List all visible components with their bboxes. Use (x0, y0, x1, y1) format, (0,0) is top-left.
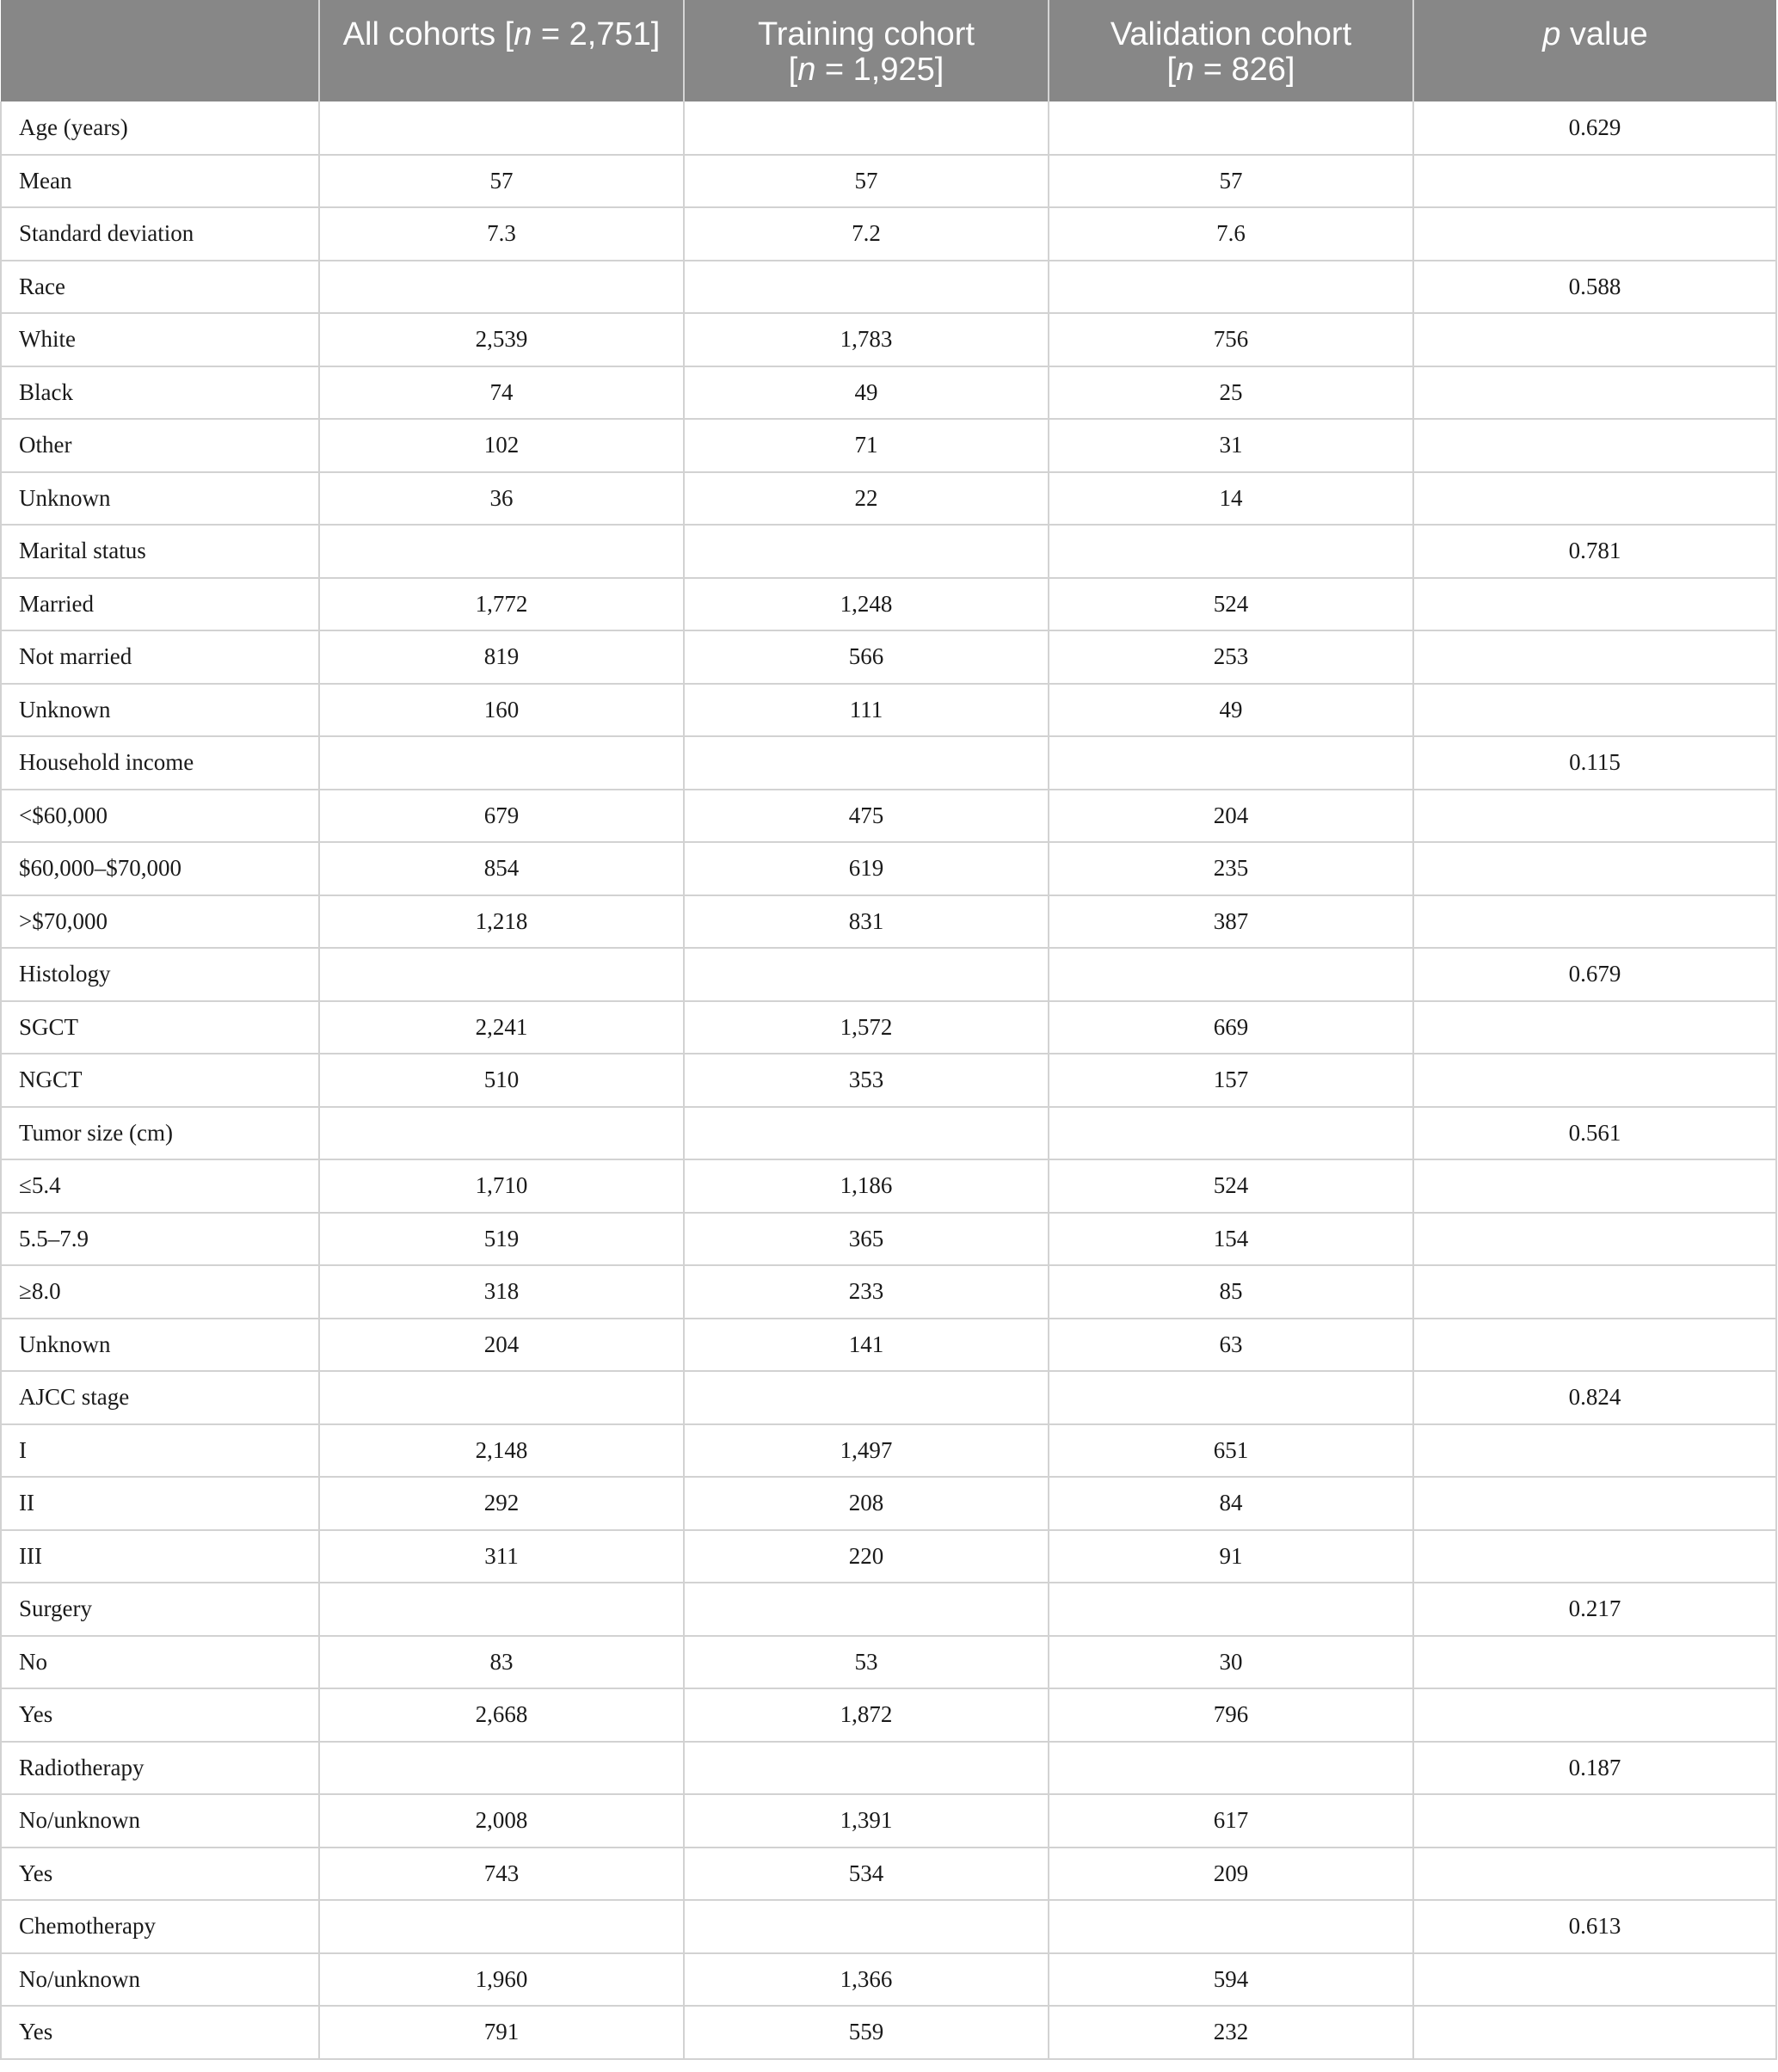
cell-p-value (1413, 2006, 1776, 2059)
cell-all-cohorts: 510 (319, 1054, 684, 1107)
cell-training-cohort: 475 (684, 790, 1049, 843)
cell-p-value (1413, 1688, 1776, 1742)
cell-p-value (1413, 1054, 1776, 1107)
header-variable (1, 0, 319, 101)
row-label: Married (1, 578, 319, 631)
row-label: NGCT (1, 1054, 319, 1107)
cell-validation-cohort: 157 (1049, 1054, 1413, 1107)
table-row (1, 1424, 1776, 1478)
cell-all-cohorts: 2,668 (319, 1688, 684, 1742)
table-row (1, 101, 1776, 155)
header-validation-cohort: Validation cohort [n = 826] (1049, 0, 1413, 101)
row-label: Household income (1, 736, 319, 790)
cell-training-cohort: 534 (684, 1848, 1049, 1901)
cell-training-cohort: 233 (684, 1265, 1049, 1319)
row-label: AJCC stage (1, 1371, 319, 1424)
cell-p-value (1413, 630, 1776, 684)
table-row (1, 261, 1776, 314)
table-row (1, 1794, 1776, 1848)
table-row (1, 1213, 1776, 1266)
cell-all-cohorts: 74 (319, 366, 684, 420)
cell-validation-cohort: 7.6 (1049, 207, 1413, 261)
cell-all-cohorts: 1,710 (319, 1159, 684, 1213)
cell-all-cohorts: 7.3 (319, 207, 684, 261)
cell-training-cohort: 71 (684, 419, 1049, 472)
row-label: Unknown (1, 472, 319, 526)
table-row (1, 525, 1776, 578)
cell-p-value (1413, 578, 1776, 631)
cell-validation-cohort (1049, 1742, 1413, 1795)
cell-validation-cohort: 756 (1049, 313, 1413, 366)
cell-p-value (1413, 366, 1776, 420)
row-label: Mean (1, 155, 319, 208)
cell-training-cohort: 353 (684, 1054, 1049, 1107)
cell-training-cohort: 1,186 (684, 1159, 1049, 1213)
cell-validation-cohort: 669 (1049, 1001, 1413, 1054)
cell-training-cohort: 1,872 (684, 1688, 1049, 1742)
row-label: Chemotherapy (1, 1900, 319, 1953)
cell-validation-cohort: 57 (1049, 155, 1413, 208)
cell-training-cohort: 111 (684, 684, 1049, 737)
table-row (1, 366, 1776, 420)
cell-p-value: 0.679 (1413, 948, 1776, 1001)
table-row (1, 1688, 1776, 1742)
row-label: III (1, 1530, 319, 1583)
row-label: ≤5.4 (1, 1159, 319, 1213)
cell-p-value (1413, 1848, 1776, 1901)
table-row (1, 313, 1776, 366)
table-row (1, 684, 1776, 737)
cell-all-cohorts: 318 (319, 1265, 684, 1319)
cell-p-value (1413, 842, 1776, 895)
cell-training-cohort (684, 736, 1049, 790)
cell-validation-cohort: 49 (1049, 684, 1413, 737)
row-label: II (1, 1477, 319, 1530)
row-label: Not married (1, 630, 319, 684)
cell-p-value (1413, 1001, 1776, 1054)
cell-all-cohorts: 292 (319, 1477, 684, 1530)
cell-p-value (1413, 1477, 1776, 1530)
cell-all-cohorts: 36 (319, 472, 684, 526)
cell-validation-cohort: 14 (1049, 472, 1413, 526)
cell-p-value (1413, 1159, 1776, 1213)
cell-p-value (1413, 895, 1776, 949)
cell-validation-cohort: 204 (1049, 790, 1413, 843)
cell-all-cohorts: 1,772 (319, 578, 684, 631)
cell-training-cohort: 831 (684, 895, 1049, 949)
row-label: <$60,000 (1, 790, 319, 843)
cell-all-cohorts: 1,960 (319, 1953, 684, 2007)
cell-p-value (1413, 313, 1776, 366)
table-row (1, 207, 1776, 261)
cell-training-cohort (684, 1742, 1049, 1795)
cell-all-cohorts (319, 525, 684, 578)
cell-training-cohort: 1,248 (684, 578, 1049, 631)
table-row (1, 630, 1776, 684)
header-p-value: p value (1413, 0, 1776, 101)
cell-p-value (1413, 155, 1776, 208)
row-label: Yes (1, 2006, 319, 2059)
cell-validation-cohort: 84 (1049, 1477, 1413, 1530)
cell-all-cohorts: 2,008 (319, 1794, 684, 1848)
row-label: Unknown (1, 1319, 319, 1372)
table-body (1, 101, 1776, 2059)
cell-training-cohort: 1,497 (684, 1424, 1049, 1478)
cell-training-cohort (684, 1900, 1049, 1953)
cell-validation-cohort: 387 (1049, 895, 1413, 949)
cell-training-cohort: 22 (684, 472, 1049, 526)
cell-p-value (1413, 1319, 1776, 1372)
table-row (1, 1953, 1776, 2007)
cell-training-cohort: 1,366 (684, 1953, 1049, 2007)
cell-p-value (1413, 684, 1776, 737)
cell-p-value: 0.629 (1413, 101, 1776, 155)
cell-validation-cohort: 25 (1049, 366, 1413, 420)
cell-validation-cohort: 253 (1049, 630, 1413, 684)
cell-p-value: 0.588 (1413, 261, 1776, 314)
table-row (1, 419, 1776, 472)
cell-validation-cohort: 209 (1049, 1848, 1413, 1901)
cell-p-value (1413, 1636, 1776, 1689)
cell-all-cohorts: 2,539 (319, 313, 684, 366)
cell-validation-cohort: 524 (1049, 1159, 1413, 1213)
table-row (1, 1265, 1776, 1319)
table-row (1, 2006, 1776, 2059)
table-row (1, 578, 1776, 631)
cell-all-cohorts: 519 (319, 1213, 684, 1266)
row-label: I (1, 1424, 319, 1478)
table-row (1, 1900, 1776, 1953)
cell-training-cohort: 49 (684, 366, 1049, 420)
cell-all-cohorts: 102 (319, 419, 684, 472)
row-label: Yes (1, 1688, 319, 1742)
cell-all-cohorts (319, 1107, 684, 1160)
cell-training-cohort: 619 (684, 842, 1049, 895)
cell-p-value: 0.561 (1413, 1107, 1776, 1160)
cell-all-cohorts: 819 (319, 630, 684, 684)
table-row (1, 1848, 1776, 1901)
cell-all-cohorts: 679 (319, 790, 684, 843)
table-row (1, 1742, 1776, 1795)
cell-validation-cohort: 796 (1049, 1688, 1413, 1742)
table-row (1, 1530, 1776, 1583)
cell-validation-cohort: 154 (1049, 1213, 1413, 1266)
table-row (1, 1636, 1776, 1689)
cell-training-cohort (684, 1107, 1049, 1160)
cell-training-cohort (684, 1371, 1049, 1424)
cell-all-cohorts: 854 (319, 842, 684, 895)
cell-training-cohort: 57 (684, 155, 1049, 208)
cell-all-cohorts: 83 (319, 1636, 684, 1689)
cell-validation-cohort: 63 (1049, 1319, 1413, 1372)
cell-training-cohort (684, 261, 1049, 314)
table-header (1, 0, 1776, 101)
header-all-cohorts: All cohorts [n = 2,751] (319, 0, 684, 101)
cell-p-value (1413, 1265, 1776, 1319)
cell-training-cohort (684, 525, 1049, 578)
row-label: Yes (1, 1848, 319, 1901)
cell-all-cohorts (319, 101, 684, 155)
cell-all-cohorts (319, 1900, 684, 1953)
cell-training-cohort: 1,572 (684, 1001, 1049, 1054)
cell-all-cohorts (319, 1583, 684, 1636)
cell-p-value (1413, 472, 1776, 526)
table-row (1, 1159, 1776, 1213)
cell-validation-cohort: 232 (1049, 2006, 1413, 2059)
row-label: Radiotherapy (1, 1742, 319, 1795)
cell-training-cohort: 208 (684, 1477, 1049, 1530)
row-label: Standard deviation (1, 207, 319, 261)
cell-validation-cohort: 594 (1049, 1953, 1413, 2007)
cell-p-value (1413, 207, 1776, 261)
row-label: White (1, 313, 319, 366)
cell-all-cohorts (319, 736, 684, 790)
table-row (1, 1319, 1776, 1372)
table-row (1, 790, 1776, 843)
row-label: Unknown (1, 684, 319, 737)
row-label: Age (years) (1, 101, 319, 155)
cell-training-cohort: 141 (684, 1319, 1049, 1372)
cell-all-cohorts: 57 (319, 155, 684, 208)
cell-all-cohorts (319, 1742, 684, 1795)
cell-p-value (1413, 790, 1776, 843)
cell-all-cohorts: 791 (319, 2006, 684, 2059)
cell-training-cohort (684, 101, 1049, 155)
cell-validation-cohort (1049, 736, 1413, 790)
cell-validation-cohort (1049, 1583, 1413, 1636)
cell-p-value: 0.217 (1413, 1583, 1776, 1636)
table-row (1, 895, 1776, 949)
table-row (1, 155, 1776, 208)
cell-all-cohorts: 2,241 (319, 1001, 684, 1054)
cell-validation-cohort (1049, 261, 1413, 314)
cell-p-value (1413, 1530, 1776, 1583)
row-label: SGCT (1, 1001, 319, 1054)
table-row (1, 736, 1776, 790)
row-label: 5.5–7.9 (1, 1213, 319, 1266)
cell-p-value (1413, 1213, 1776, 1266)
table-row (1, 1001, 1776, 1054)
cell-validation-cohort (1049, 1371, 1413, 1424)
table-row (1, 1371, 1776, 1424)
cell-validation-cohort: 91 (1049, 1530, 1413, 1583)
row-label: No/unknown (1, 1953, 319, 2007)
cell-p-value (1413, 419, 1776, 472)
cell-p-value (1413, 1424, 1776, 1478)
cell-validation-cohort (1049, 1107, 1413, 1160)
cell-all-cohorts: 311 (319, 1530, 684, 1583)
cell-p-value: 0.781 (1413, 525, 1776, 578)
row-label: Surgery (1, 1583, 319, 1636)
cell-validation-cohort: 31 (1049, 419, 1413, 472)
cell-p-value (1413, 1794, 1776, 1848)
cell-training-cohort (684, 1583, 1049, 1636)
cell-all-cohorts: 1,218 (319, 895, 684, 949)
cell-all-cohorts: 743 (319, 1848, 684, 1901)
table-row (1, 948, 1776, 1001)
row-label: Marital status (1, 525, 319, 578)
table-row (1, 1054, 1776, 1107)
row-label: Other (1, 419, 319, 472)
cell-all-cohorts (319, 948, 684, 1001)
cell-validation-cohort: 524 (1049, 578, 1413, 631)
table-row (1, 472, 1776, 526)
cell-p-value: 0.115 (1413, 736, 1776, 790)
table-row (1, 1107, 1776, 1160)
row-label: >$70,000 (1, 895, 319, 949)
row-label: Black (1, 366, 319, 420)
row-label: $60,000–$70,000 (1, 842, 319, 895)
cell-training-cohort: 365 (684, 1213, 1049, 1266)
row-label: No (1, 1636, 319, 1689)
cell-all-cohorts (319, 261, 684, 314)
cell-p-value: 0.187 (1413, 1742, 1776, 1795)
cell-training-cohort: 7.2 (684, 207, 1049, 261)
cell-p-value (1413, 1953, 1776, 2007)
cell-training-cohort (684, 948, 1049, 1001)
header-row (1, 0, 1776, 101)
row-label: Histology (1, 948, 319, 1001)
row-label: Tumor size (cm) (1, 1107, 319, 1160)
row-label: ≥8.0 (1, 1265, 319, 1319)
table-row (1, 1477, 1776, 1530)
cell-training-cohort: 559 (684, 2006, 1049, 2059)
header-training-cohort: Training cohort [n = 1,925] (684, 0, 1049, 101)
cell-validation-cohort: 30 (1049, 1636, 1413, 1689)
cell-validation-cohort (1049, 948, 1413, 1001)
cell-p-value: 0.613 (1413, 1900, 1776, 1953)
cell-validation-cohort: 235 (1049, 842, 1413, 895)
cell-validation-cohort: 617 (1049, 1794, 1413, 1848)
cell-p-value: 0.824 (1413, 1371, 1776, 1424)
cell-all-cohorts: 204 (319, 1319, 684, 1372)
cell-validation-cohort: 85 (1049, 1265, 1413, 1319)
cell-validation-cohort (1049, 1900, 1413, 1953)
cell-training-cohort: 53 (684, 1636, 1049, 1689)
cell-validation-cohort (1049, 101, 1413, 155)
cell-training-cohort: 566 (684, 630, 1049, 684)
cell-validation-cohort (1049, 525, 1413, 578)
row-label: No/unknown (1, 1794, 319, 1848)
cell-validation-cohort: 651 (1049, 1424, 1413, 1478)
cell-training-cohort: 1,783 (684, 313, 1049, 366)
cell-all-cohorts: 160 (319, 684, 684, 737)
table-row (1, 1583, 1776, 1636)
cell-training-cohort: 220 (684, 1530, 1049, 1583)
cell-training-cohort: 1,391 (684, 1794, 1049, 1848)
cell-all-cohorts (319, 1371, 684, 1424)
row-label: Race (1, 261, 319, 314)
table-row (1, 842, 1776, 895)
cell-all-cohorts: 2,148 (319, 1424, 684, 1478)
